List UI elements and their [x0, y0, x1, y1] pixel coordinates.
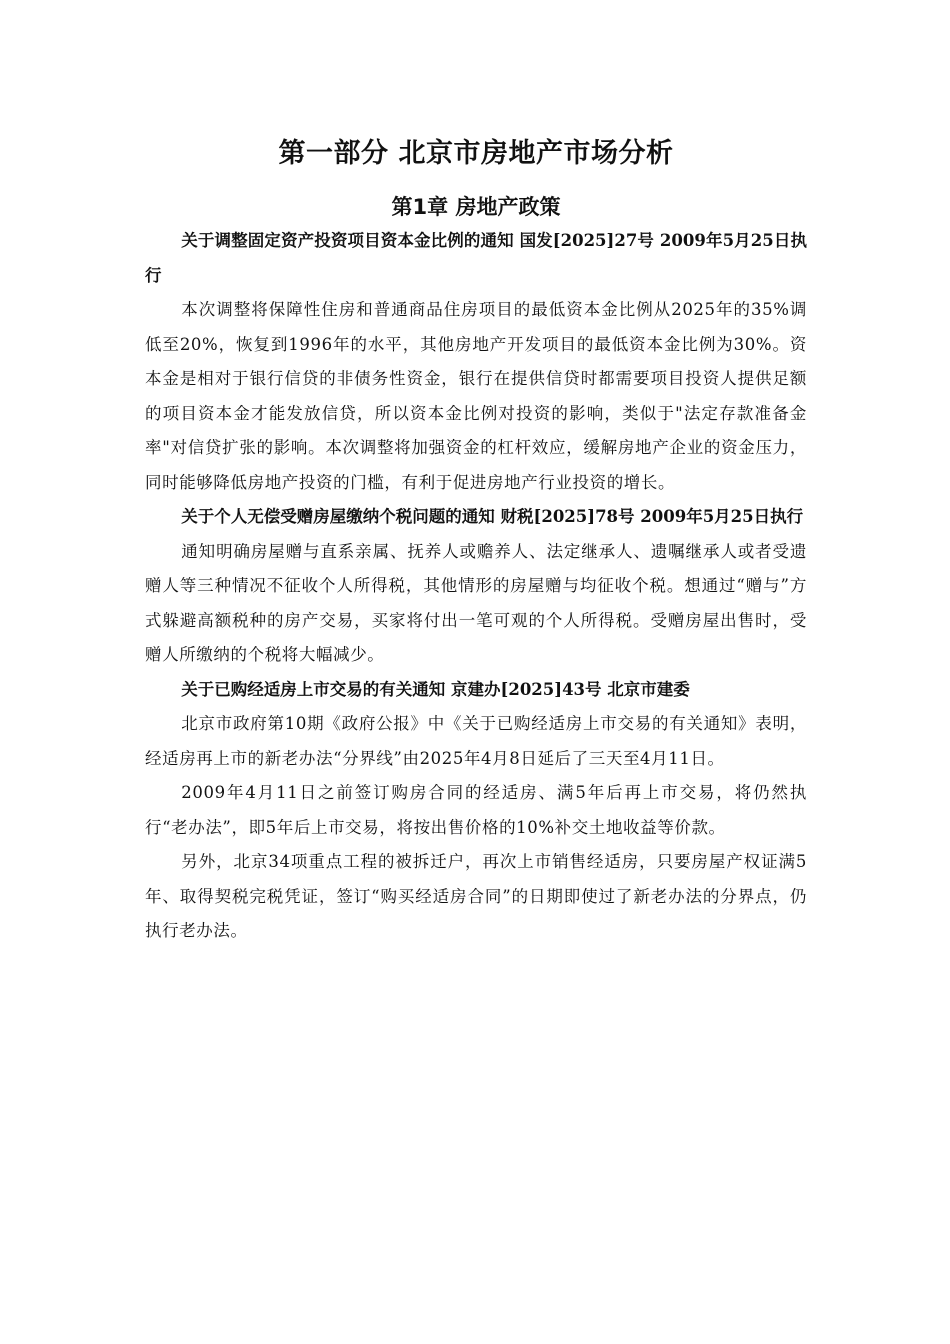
notice-title: 关于调整固定资产投资项目资本金比例的通知 国发[2025]27号 2009年5月25日执行	[145, 231, 807, 285]
section-affordable-housing-notice	[145, 673, 807, 949]
section-capital-ratio-notice	[145, 224, 807, 500]
notice-title: 关于已购经适房上市交易的有关通知 京建办[2025]43号 北京市建委	[181, 679, 690, 699]
chapter-title: 第1章 房地产政策	[391, 195, 561, 219]
paragraph: 本次调整将保障性住房和普通商品住房项目的最低资本金比例从2025年的35%调低至20%，恢复到1996年的水平，其他房地产开发项目的最低资本金比例为30%。资本金是相对于银行信贷的非债务性资金，银行在提供信贷时都需要项目投资人提供足额的项目资本金才能发放信贷，所以资本金比例对投资的影响，类似于"法定存款准备金率"对信贷扩张的影响。本次调整将加强资金的杠杆效应，缓解房地产企业的资金压力，同时能够降低房地产投资的门槛，有利于促进房地产行业投资的增长。	[145, 300, 807, 492]
part-title: 第一部分 北京市房地产市场分析	[278, 138, 674, 169]
paragraph: 通知明确房屋赠与直系亲属、抚养人或赡养人、法定继承人、遗嘱继承人或者受遗赠人等三种情况不征收个人所得税，其他情形的房屋赠与均征收个税。想通过“赠与”方式躲避高额税种的房产交易，买家将付出一笔可观的个人所得税。受赠房屋出售时，受赠人所缴纳的个税将大幅减少。	[145, 541, 807, 664]
paragraph: 北京市政府第10期《政府公报》中《关于已购经适房上市交易的有关通知》表明，经适房再上市的新老办法“分界线”由2025年4月8日延后了三天至4月11日。	[145, 714, 807, 768]
paragraph: 2009年4月11日之前签订购房合同的经适房、满5年后再上市交易，将仍然执行“老办法”，即5年后上市交易，将按出售价格的10%补交土地收益等价款。	[145, 783, 807, 837]
section-gift-tax-notice	[145, 500, 807, 673]
notice-title: 关于个人无偿受赠房屋缴纳个税问题的通知 财税[2025]78号 2009年5月25日执行	[181, 507, 804, 526]
document-content	[145, 132, 807, 949]
paragraph: 另外，北京34项重点工程的被拆迁户，再次上市销售经适房，只要房屋产权证满5年、取得契税完税凭证，签订“购买经适房合同”的日期即使过了新老办法的分界点，仍执行老办法。	[145, 852, 807, 940]
